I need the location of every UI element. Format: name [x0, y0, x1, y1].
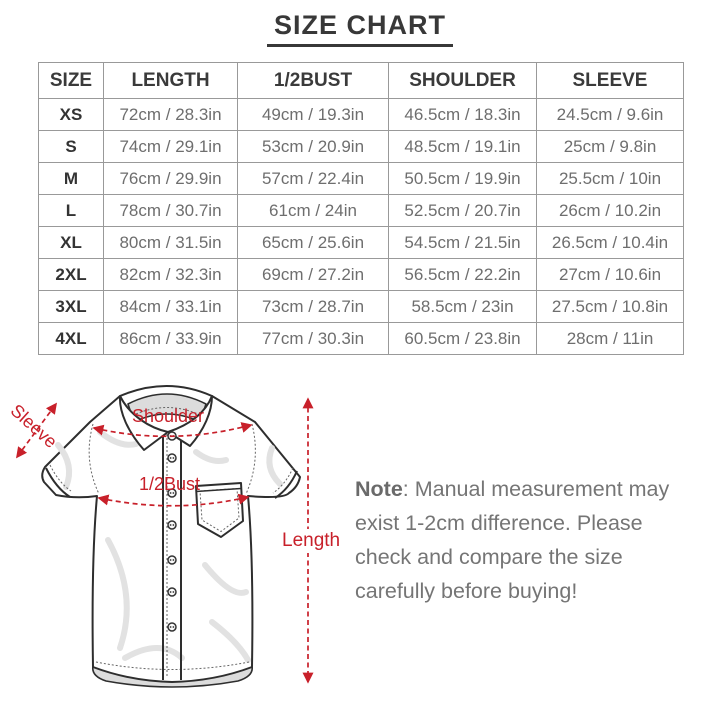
- table-cell: 28cm / 11in: [537, 323, 684, 355]
- size-cell: 4XL: [39, 323, 104, 355]
- size-cell: XL: [39, 227, 104, 259]
- table-cell: 61cm / 24in: [238, 195, 389, 227]
- table-cell: 24.5cm / 9.6in: [537, 99, 684, 131]
- note-text: : Manual measurement may: [402, 477, 670, 501]
- table-cell: 72cm / 28.3in: [104, 99, 238, 131]
- table-cell: 52.5cm / 20.7in: [389, 195, 537, 227]
- table-cell: 27.5cm / 10.8in: [537, 291, 684, 323]
- shirt-measurement-diagram: [0, 360, 360, 720]
- length-measure-label: Length: [282, 530, 341, 551]
- table-row: [39, 195, 684, 227]
- table-cell: 78cm / 30.7in: [104, 195, 238, 227]
- sleeve-measure-label: Sleeve: [6, 400, 62, 452]
- table-cell: 26cm / 10.2in: [537, 195, 684, 227]
- table-cell: 65cm / 25.6in: [238, 227, 389, 259]
- table-cell: 58.5cm / 23in: [389, 291, 537, 323]
- table-cell: 76cm / 29.9in: [104, 163, 238, 195]
- note-line: exist 1-2cm difference. Please: [355, 511, 643, 535]
- table-cell: 57cm / 22.4in: [238, 163, 389, 195]
- measurement-note: [355, 472, 685, 608]
- table-cell: 69cm / 27.2in: [238, 259, 389, 291]
- table-cell: 27cm / 10.6in: [537, 259, 684, 291]
- table-cell: 82cm / 32.3in: [104, 259, 238, 291]
- table-row: [39, 99, 684, 131]
- page-title: SIZE CHART: [267, 10, 453, 47]
- size-cell: 3XL: [39, 291, 104, 323]
- table-cell: 86cm / 33.9in: [104, 323, 238, 355]
- col-header-length: LENGTH: [104, 63, 238, 99]
- size-cell: S: [39, 131, 104, 163]
- col-header-shoulder: SHOULDER: [389, 63, 537, 99]
- table-cell: 54.5cm / 21.5in: [389, 227, 537, 259]
- table-cell: 53cm / 20.9in: [238, 131, 389, 163]
- note-line: check and compare the size: [355, 545, 623, 569]
- table-cell: 50.5cm / 19.9in: [389, 163, 537, 195]
- note-line: [355, 472, 685, 506]
- size-cell: XS: [39, 99, 104, 131]
- table-cell: 26.5cm / 10.4in: [537, 227, 684, 259]
- size-table: [38, 62, 684, 355]
- table-row: [39, 291, 684, 323]
- table-cell: 80cm / 31.5in: [104, 227, 238, 259]
- col-header-size: SIZE: [39, 63, 104, 99]
- table-cell: 60.5cm / 23.8in: [389, 323, 537, 355]
- table-row: [39, 131, 684, 163]
- table-row: [39, 227, 684, 259]
- size-cell: 2XL: [39, 259, 104, 291]
- table-cell: 46.5cm / 18.3in: [389, 99, 537, 131]
- col-header-sleeve: SLEEVE: [537, 63, 684, 99]
- table-cell: 49cm / 19.3in: [238, 99, 389, 131]
- page-title-wrap: [0, 10, 720, 47]
- table-row: [39, 163, 684, 195]
- shoulder-measure-label: Shoulder: [132, 406, 205, 426]
- table-cell: 25cm / 9.8in: [537, 131, 684, 163]
- table-cell: 74cm / 29.1in: [104, 131, 238, 163]
- bust-measure-label: 1/2Bust: [139, 474, 201, 494]
- table-cell: 56.5cm / 22.2in: [389, 259, 537, 291]
- size-cell: L: [39, 195, 104, 227]
- table-cell: 84cm / 33.1in: [104, 291, 238, 323]
- col-header-bust: 1/2BUST: [238, 63, 389, 99]
- table-header-row: [39, 63, 684, 99]
- table-cell: 48.5cm / 19.1in: [389, 131, 537, 163]
- table-cell: 25.5cm / 10in: [537, 163, 684, 195]
- table-row: [39, 259, 684, 291]
- note-label: Note: [355, 477, 403, 501]
- table-cell: 77cm / 30.3in: [238, 323, 389, 355]
- note-line: carefully before buying!: [355, 579, 578, 603]
- size-cell: M: [39, 163, 104, 195]
- table-row: [39, 323, 684, 355]
- table-cell: 73cm / 28.7in: [238, 291, 389, 323]
